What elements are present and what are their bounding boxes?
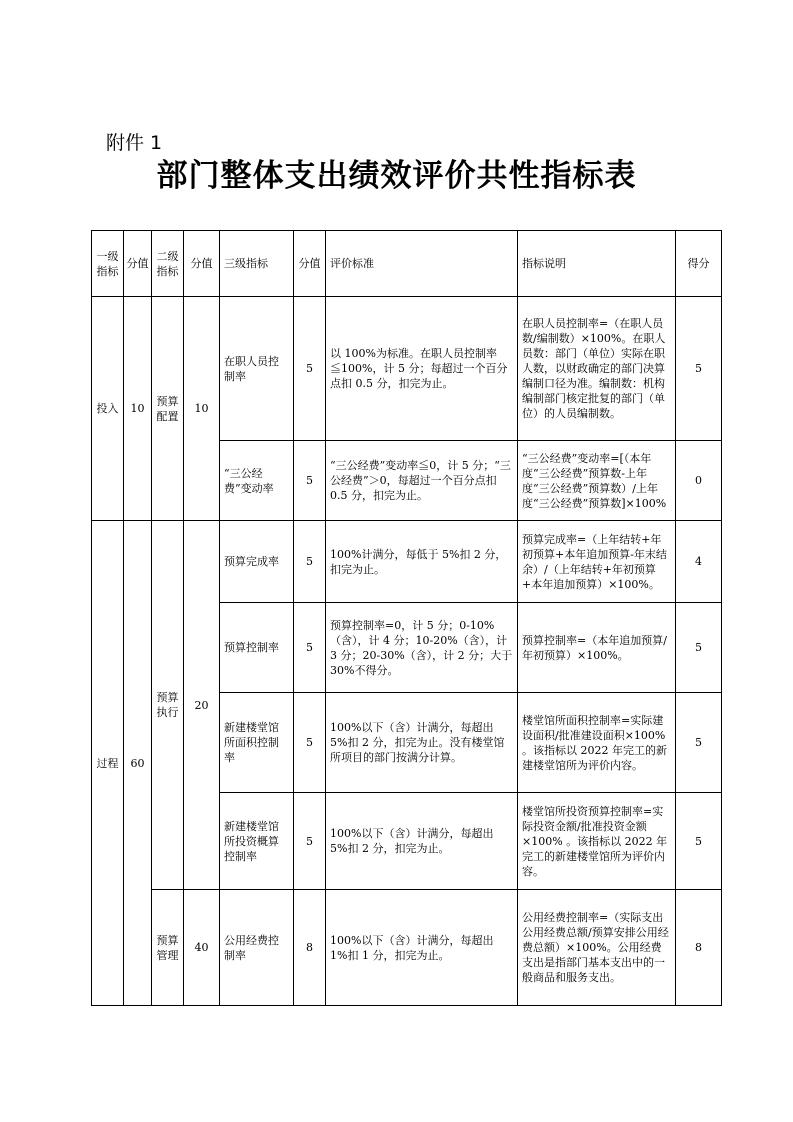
header-level2: 二级指标: [152, 231, 184, 297]
indicator-description: 楼堂馆所面积控制率=实际建设面积/批准建设面积×100% 。该指标以 2022 年完工的新建楼堂馆所为评价内容。: [518, 693, 676, 793]
header-level1: 一级指标: [92, 231, 124, 297]
level2-budget-mgmt: 预算管理: [152, 890, 184, 1006]
indicator-name: 新建楼堂馆所投资概算控制率: [220, 793, 294, 890]
indicator-result: 5: [676, 793, 722, 890]
indicator-score: 5: [294, 441, 326, 521]
indicator-name: 预算控制率: [220, 603, 294, 693]
level2-budget-config: 预算配置: [152, 297, 184, 521]
indicator-result: 5: [676, 693, 722, 793]
indicator-score: 5: [294, 521, 326, 603]
indicator-description: 预算控制率=（本年追加预算/年初预算）×100%。: [518, 603, 676, 693]
attachment-label: 附件 1: [106, 132, 163, 154]
indicator-criteria: 100%以下（含）计满分，每超出 1%扣 1 分，扣完为止。: [326, 890, 518, 1006]
header-score2: 分值: [184, 231, 220, 297]
score2-budget-config: 10: [184, 297, 220, 521]
indicator-result: 5: [676, 603, 722, 693]
indicator-score: 5: [294, 793, 326, 890]
indicator-result: 0: [676, 441, 722, 521]
indicator-name: 新建楼堂馆所面积控制率: [220, 693, 294, 793]
indicator-criteria: 100%以下（含）计满分，每超出 5%扣 2 分，扣完为止。没有楼堂馆所项目的部门按满分计算。: [326, 693, 518, 793]
indicator-score: 8: [294, 890, 326, 1006]
indicator-name: 预算完成率: [220, 521, 294, 603]
level1-input: 投入: [92, 297, 124, 521]
score1-process: 60: [124, 521, 152, 1006]
table-row: [92, 297, 722, 441]
indicator-result: 5: [676, 297, 722, 441]
indicator-result: 4: [676, 521, 722, 603]
indicator-criteria: “三公经费”变动率≦0，计 5 分；“三公经费”＞0，每超过一个百分点扣 0.5 分，扣完为止。: [326, 441, 518, 521]
header-level3: 三级指标: [220, 231, 294, 297]
indicator-score: 5: [294, 603, 326, 693]
indicator-description: 在职人员控制率=（在职人员数/编制数）×100%。在职人员数：部门（单位）实际在职人数，以财政确定的部门决算编制口径为准。编制数：机构编制部门核定批复的部门（单位）的人员编制数。: [518, 297, 676, 441]
indicator-name: 在职人员控制率: [220, 297, 294, 441]
indicator-name: 公用经费控制率: [220, 890, 294, 1006]
score2-budget-exec: 20: [184, 521, 220, 890]
indicator-table: [91, 230, 722, 1006]
indicator-description: 预算完成率=（上年结转+年初预算+本年追加预算-年末结余）/（上年结转+年初预算+本年追加预算）×100%。: [518, 521, 676, 603]
indicator-criteria: 预算控制率=0，计 5 分；0-10%（含），计 4 分；10-20%（含），计 3 分；20-30%（含），计 2 分；大于 30%不得分。: [326, 603, 518, 693]
page-title: 部门整体支出绩效评价共性指标表: [156, 158, 637, 194]
header-score3: 分值: [294, 231, 326, 297]
indicator-description: “三公经费”变动率=[（本年度“三公经费”预算数-上年度“三公经费”预算数）/上年度“三公经费”预算数]×100%: [518, 441, 676, 521]
indicator-score: 5: [294, 693, 326, 793]
header-score1: 分值: [124, 231, 152, 297]
indicator-criteria: 以 100%为标准。在职人员控制率≦100%，计 5 分；每超过一个百分点扣 0.5 分，扣完为止。: [326, 297, 518, 441]
level1-process: 过程: [92, 521, 124, 1006]
indicator-name: “三公经费”变动率: [220, 441, 294, 521]
header-result: 得分: [676, 231, 722, 297]
table-row: [92, 521, 722, 603]
score2-budget-mgmt: 40: [184, 890, 220, 1006]
header-row: [92, 231, 722, 297]
header-description: 指标说明: [518, 231, 676, 297]
table-row: [92, 890, 722, 1006]
indicator-result: 8: [676, 890, 722, 1006]
indicator-score: 5: [294, 297, 326, 441]
indicator-description: 公用经费控制率=（实际支出公用经费总额/预算安排公用经费总额）×100%。公用经费支出是指部门基本支出中的一般商品和服务支出。: [518, 890, 676, 1006]
score1-input: 10: [124, 297, 152, 521]
header-criteria: 评价标准: [326, 231, 518, 297]
indicator-description: 楼堂馆所投资预算控制率=实际投资金额/批准投资金额×100% 。该指标以 2022 年完工的新建楼堂馆所为评价内容。: [518, 793, 676, 890]
indicator-criteria: 100%计满分，每低于 5%扣 2 分，扣完为止。: [326, 521, 518, 603]
level2-budget-exec: 预算执行: [152, 521, 184, 890]
indicator-criteria: 100%以下（含）计满分，每超出 5%扣 2 分，扣完为止。: [326, 793, 518, 890]
